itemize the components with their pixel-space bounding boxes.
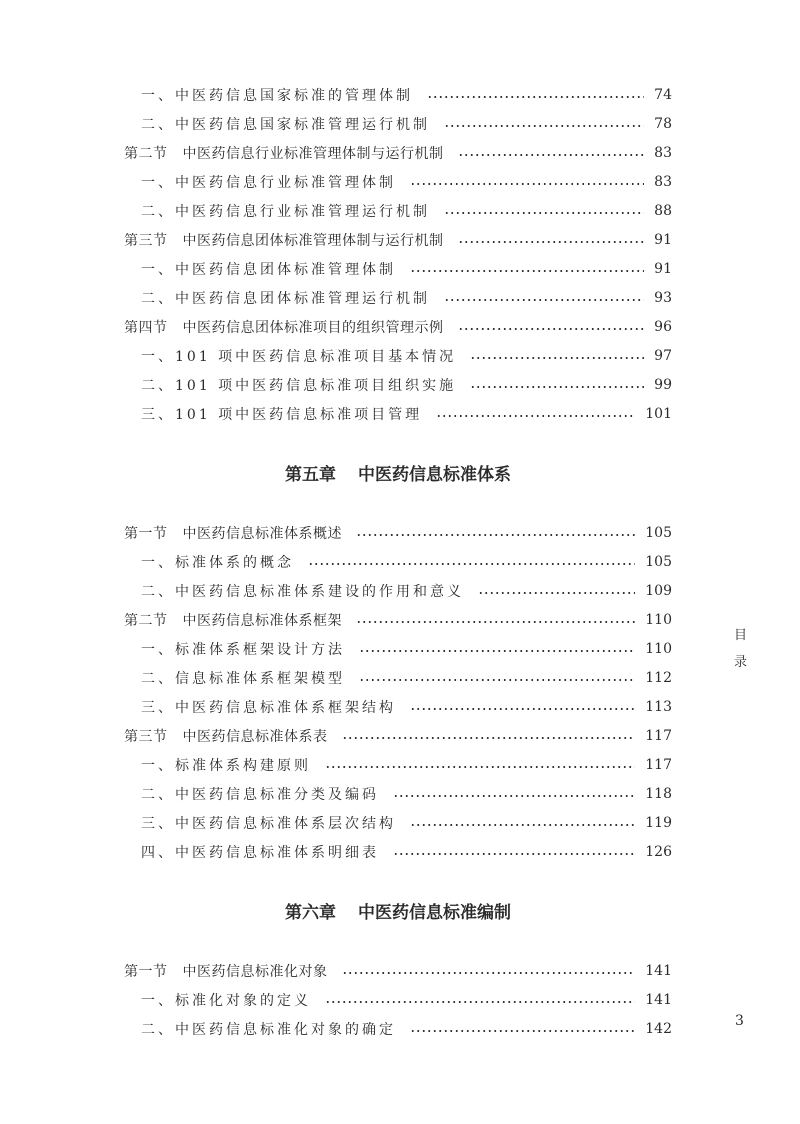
toc-block-chapter6 [124, 956, 672, 1043]
entry-page-number: 141 [645, 962, 672, 979]
entry-page-number: 126 [645, 843, 672, 860]
dot-leader [359, 679, 635, 681]
entry-page-number: 101 [645, 405, 672, 422]
entry-title: 二、101 项中医药信息标准项目组织实施 [141, 377, 457, 394]
entry-page-number: 117 [645, 756, 672, 773]
toc-item-entry[interactable] [124, 750, 672, 779]
toc-section-entry[interactable] [124, 518, 672, 547]
dot-leader [444, 212, 644, 214]
section-title: 中医药信息标准体系概述 [182, 525, 342, 542]
dot-leader [342, 737, 636, 739]
toc-item-entry[interactable] [124, 283, 672, 312]
entry-title: 二、中医药信息团体标准管理运行机制 [141, 290, 430, 307]
entry-title: 一、标准体系构建原则 [141, 757, 311, 774]
toc-item-entry[interactable] [124, 634, 672, 663]
entry-title: 一、标准化对象的定义 [141, 992, 311, 1009]
dot-leader [444, 299, 644, 301]
dot-leader [410, 824, 635, 826]
toc-item-entry[interactable] [124, 370, 672, 399]
entry-page-number: 83 [654, 173, 672, 190]
section-label: 第三节 [124, 232, 168, 249]
entry-title: 一、中医药信息行业标准管理体制 [141, 174, 396, 191]
dot-leader [410, 1030, 635, 1032]
dot-leader [478, 592, 635, 594]
entry-page-number: 110 [645, 611, 672, 628]
entry-title: 一、中医药信息国家标准的管理体制 [141, 87, 413, 104]
section-label: 第二节 [124, 145, 168, 162]
entry-page-number: 97 [654, 347, 672, 364]
entry-title: 三、101 项中医药信息标准项目管理 [141, 406, 423, 423]
entry-title: 四、中医药信息标准体系明细表 [141, 844, 379, 861]
side-label-lu: 录 [734, 655, 748, 670]
dot-leader [458, 241, 645, 243]
toc-item-entry[interactable] [124, 167, 672, 196]
entry-title [124, 961, 328, 981]
dot-leader [458, 154, 645, 156]
page-number: 3 [735, 1013, 744, 1029]
dot-leader [470, 357, 644, 359]
section-title: 中医药信息标准化对象 [182, 963, 328, 980]
entry-page-number: 83 [654, 144, 672, 161]
toc-item-entry[interactable] [124, 196, 672, 225]
entry-title [124, 523, 342, 543]
chapter-label: 第六章 [285, 903, 336, 923]
dot-leader [356, 534, 635, 536]
toc-item-entry[interactable] [124, 109, 672, 138]
entry-page-number: 96 [654, 318, 672, 335]
dot-leader [444, 125, 644, 127]
toc-item-entry[interactable] [124, 779, 672, 808]
entry-title: 二、中医药信息国家标准管理运行机制 [141, 116, 430, 133]
toc-section-entry[interactable] [124, 721, 672, 750]
section-title: 中医药信息行业标准管理体制与运行机制 [182, 145, 444, 162]
section-label: 第二节 [124, 612, 168, 629]
entry-title: 一、中医药信息团体标准管理体制 [141, 261, 396, 278]
section-title: 中医药信息团体标准管理体制与运行机制 [182, 232, 444, 249]
dot-leader [359, 650, 635, 652]
entry-title: 二、中医药信息行业标准管理运行机制 [141, 203, 430, 220]
entry-page-number: 99 [654, 376, 672, 393]
section-title: 中医药信息标准体系表 [182, 728, 328, 745]
entry-page-number: 105 [645, 524, 672, 541]
toc-section-entry[interactable] [124, 956, 672, 985]
dot-leader [325, 766, 635, 768]
entry-title [124, 230, 444, 250]
entry-page-number: 91 [654, 260, 672, 277]
entry-title: 三、中医药信息标准体系层次结构 [141, 815, 396, 832]
entry-page-number: 141 [645, 991, 672, 1008]
toc-item-entry[interactable] [124, 80, 672, 109]
entry-page-number: 112 [645, 669, 672, 686]
section-title: 中医药信息标准体系框架 [182, 612, 342, 629]
entry-page-number: 105 [645, 553, 672, 570]
dot-leader [470, 386, 644, 388]
entry-page-number: 119 [645, 814, 672, 831]
toc-item-entry[interactable] [124, 254, 672, 283]
chapter-label: 第五章 [285, 465, 336, 485]
section-label: 第一节 [124, 963, 168, 980]
table-of-contents [124, 80, 672, 1043]
toc-item-entry[interactable] [124, 1014, 672, 1043]
entry-page-number: 117 [645, 727, 672, 744]
entry-title: 一、标准体系框架设计方法 [141, 641, 345, 658]
toc-item-entry[interactable] [124, 808, 672, 837]
section-label: 第三节 [124, 728, 168, 745]
entry-page-number: 110 [645, 640, 672, 657]
dot-leader [356, 621, 635, 623]
chapter-heading-5 [124, 461, 672, 490]
dot-leader [410, 708, 635, 710]
entry-page-number: 109 [645, 582, 672, 599]
entry-page-number: 113 [645, 698, 672, 715]
entry-page-number: 88 [654, 202, 672, 219]
entry-title [124, 317, 444, 337]
toc-block-chapter4 [124, 80, 672, 428]
dot-leader [393, 795, 635, 797]
entry-title [124, 726, 328, 746]
section-title: 中医药信息团体标准项目的组织管理示例 [182, 319, 444, 336]
section-label: 第四节 [124, 319, 168, 336]
entry-page-number: 74 [654, 86, 672, 103]
toc-item-entry[interactable] [124, 399, 672, 428]
entry-page-number: 91 [654, 231, 672, 248]
toc-item-entry[interactable] [124, 663, 672, 692]
dot-leader [410, 270, 644, 272]
section-label: 第一节 [124, 525, 168, 542]
entry-title: 二、中医药信息标准体系建设的作用和意义 [141, 583, 464, 600]
toc-item-entry[interactable] [124, 692, 672, 721]
chapter-heading-6 [124, 899, 672, 928]
entry-page-number: 118 [645, 785, 672, 802]
toc-item-entry[interactable] [124, 985, 672, 1014]
toc-item-entry[interactable] [124, 547, 672, 576]
entry-title [124, 610, 342, 630]
dot-leader [393, 853, 635, 855]
toc-section-entry[interactable] [124, 605, 672, 634]
side-label-mu: 目 [734, 628, 748, 643]
dot-leader [308, 563, 635, 565]
toc-section-entry[interactable] [124, 138, 672, 167]
entry-title: 二、中医药信息标准分类及编码 [141, 786, 379, 803]
entry-page-number: 142 [645, 1020, 672, 1037]
entry-title: 一、标准体系的概念 [141, 554, 294, 571]
entry-title: 二、信息标准体系框架模型 [141, 670, 345, 687]
toc-section-entry[interactable] [124, 225, 672, 254]
dot-leader [427, 96, 644, 98]
dot-leader [325, 1001, 635, 1003]
entry-title: 三、中医药信息标准体系框架结构 [141, 699, 396, 716]
toc-section-entry[interactable] [124, 312, 672, 341]
toc-item-entry[interactable] [124, 576, 672, 605]
chapter-title: 中医药信息标准编制 [358, 903, 511, 923]
toc-block-chapter5 [124, 518, 672, 866]
dot-leader [436, 415, 635, 417]
entry-title: 二、中医药信息标准化对象的确定 [141, 1021, 396, 1038]
dot-leader [410, 183, 644, 185]
entry-page-number: 78 [654, 115, 672, 132]
entry-page-number: 93 [654, 289, 672, 306]
entry-title: 一、101 项中医药信息标准项目基本情况 [141, 348, 457, 365]
chapter-title: 中医药信息标准体系 [358, 465, 511, 485]
dot-leader [342, 972, 636, 974]
entry-title [124, 143, 444, 163]
toc-item-entry[interactable] [124, 341, 672, 370]
toc-item-entry[interactable] [124, 837, 672, 866]
dot-leader [458, 328, 645, 330]
